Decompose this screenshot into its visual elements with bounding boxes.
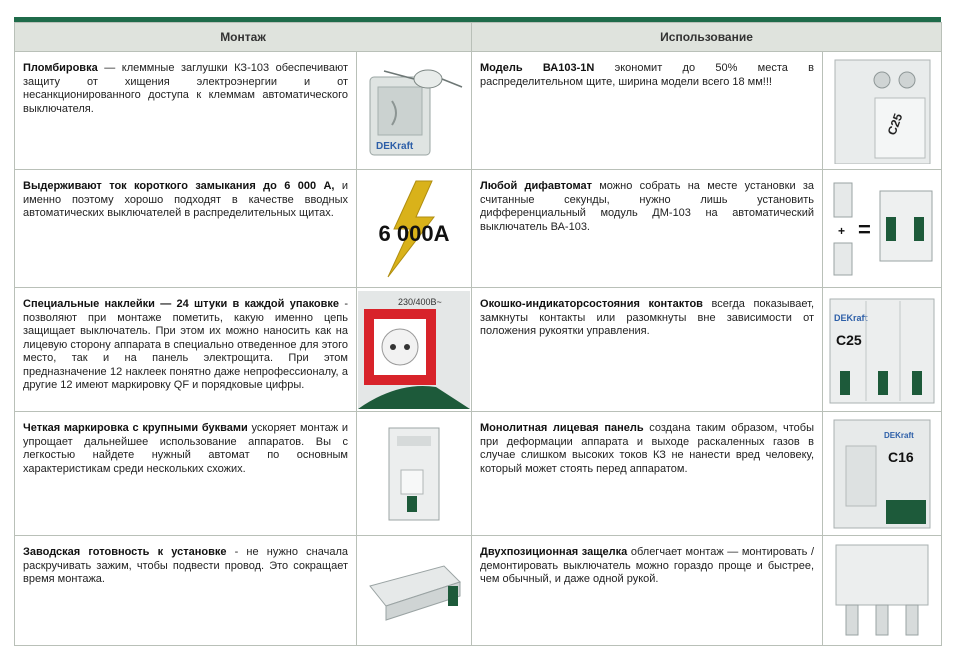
table-row (15, 288, 942, 412)
feature-table-container (14, 17, 941, 646)
cell-shortcircuit-text: Выдерживают ток короткого замыкания до 6 000 А, и именно поэтому хорошо подходят в качестве вводных автоматических выключателей в распределительных щитах. (15, 170, 357, 288)
rating-label: C25 (836, 331, 862, 348)
cell-marking-image (357, 412, 472, 536)
current-value-text: 6 000А (378, 220, 450, 246)
table-row (15, 52, 942, 170)
latch-image (826, 539, 938, 643)
voltage-label: 230/400В~ (398, 296, 442, 307)
table-row (15, 412, 942, 536)
rating-label: C25 (884, 111, 906, 137)
breakers-row-image (826, 291, 938, 409)
single-breaker-image (379, 424, 449, 524)
cell-stickers-text: Специальные наклейки — 24 штуки в каждой упаковке - позволяют при монтаже пометить, какую именно цепь защищает выключатель. При этом их можно наносить как на лицевую сторону аппарата в специально отведенное для этого место, так и на панель электрощита. При этом предназначение 12 наклеек понятно даже непрофессионалу, а другие 12 имеют маркировку QF и порядковые цифры. (15, 288, 357, 412)
rating-label: C16 (888, 448, 914, 465)
header-row (15, 23, 942, 52)
cell-latch-image (823, 536, 942, 646)
table-row (15, 170, 942, 288)
front-panel-image (826, 416, 938, 532)
cell-model-image (823, 52, 942, 170)
cell-shortcircuit-image (357, 170, 472, 288)
cell-ready-image (357, 536, 472, 646)
dekraft-logo: DEKraft (376, 140, 414, 152)
cell-difavtomat-text: Любой дифавтомат можно собрать на месте установки за считанные секунды, нужно лишь установить дифференциальный модуль ДМ-103 на автоматический выключатель ВА-103. (472, 170, 823, 288)
diff-module-image (826, 177, 938, 281)
dekraft-logo: DEKraft (834, 312, 868, 323)
header-ispolzovanie: Использование (472, 23, 942, 52)
socket-icon (390, 344, 396, 350)
sticker-image (358, 291, 470, 409)
header-montazh: Монтаж (15, 23, 472, 52)
breaker-image (827, 58, 937, 164)
cell-panel-image (823, 412, 942, 536)
table-row (15, 536, 942, 646)
plus-sign: + (838, 223, 846, 238)
terminal-cap-image (364, 61, 464, 161)
cell-model-text: Модель ВА103-1N экономит до 50% места в распределительном щите, ширина модели всего 18 мм!!! (472, 52, 823, 170)
cell-latch-text: Двухпозиционная защелка облегчает монтаж — монтировать / демонтировать выключатель можно гораздо проще и быстрее, чем обычный, и даже одной рукой. (472, 536, 823, 646)
cell-panel-text: Монолитная лицевая панель создана таким образом, чтобы при деформации аппарата и выходе раскаленных газов в случае слишком высоких токов КЗ не нанести вред человеку, который может стоять перед аппаратом. (472, 412, 823, 536)
cell-difavtomat-image (823, 170, 942, 288)
cell-stickers-image (357, 288, 472, 412)
cell-indicator-image (823, 288, 942, 412)
cell-sealing-text: Пломбировка — клеммные заглушки КЗ-103 обеспечивают защиту от хищения электроэнергии и от несанкционированного доступа к клеммам автоматического выключателя. (15, 52, 357, 170)
breaker-side-image (364, 556, 464, 626)
cell-sealing-image (357, 52, 472, 170)
cell-ready-text: Заводская готовность к установке - не нужно сначала раскручивать зажим, чтобы подвести провод. Это сокращает время монтажа. (15, 536, 357, 646)
dekraft-logo: DEKraft (884, 430, 914, 440)
lightning-image (358, 177, 470, 281)
equals-sign: = (858, 216, 871, 242)
feature-table (14, 22, 942, 646)
cell-indicator-text: Окошко-индикаторсостояния контактов всегда показывает, замкнуты контакты или разомкнуты вне зависимости от положения рукоятки управления. (472, 288, 823, 412)
cell-marking-text: Четкая маркировка с крупными буквами ускоряет монтаж и упрощает дальнейшее использование аппаратов. Вы с легкостью найдете нужный автомат по основным характеристикам среди нескольких схожих. (15, 412, 357, 536)
